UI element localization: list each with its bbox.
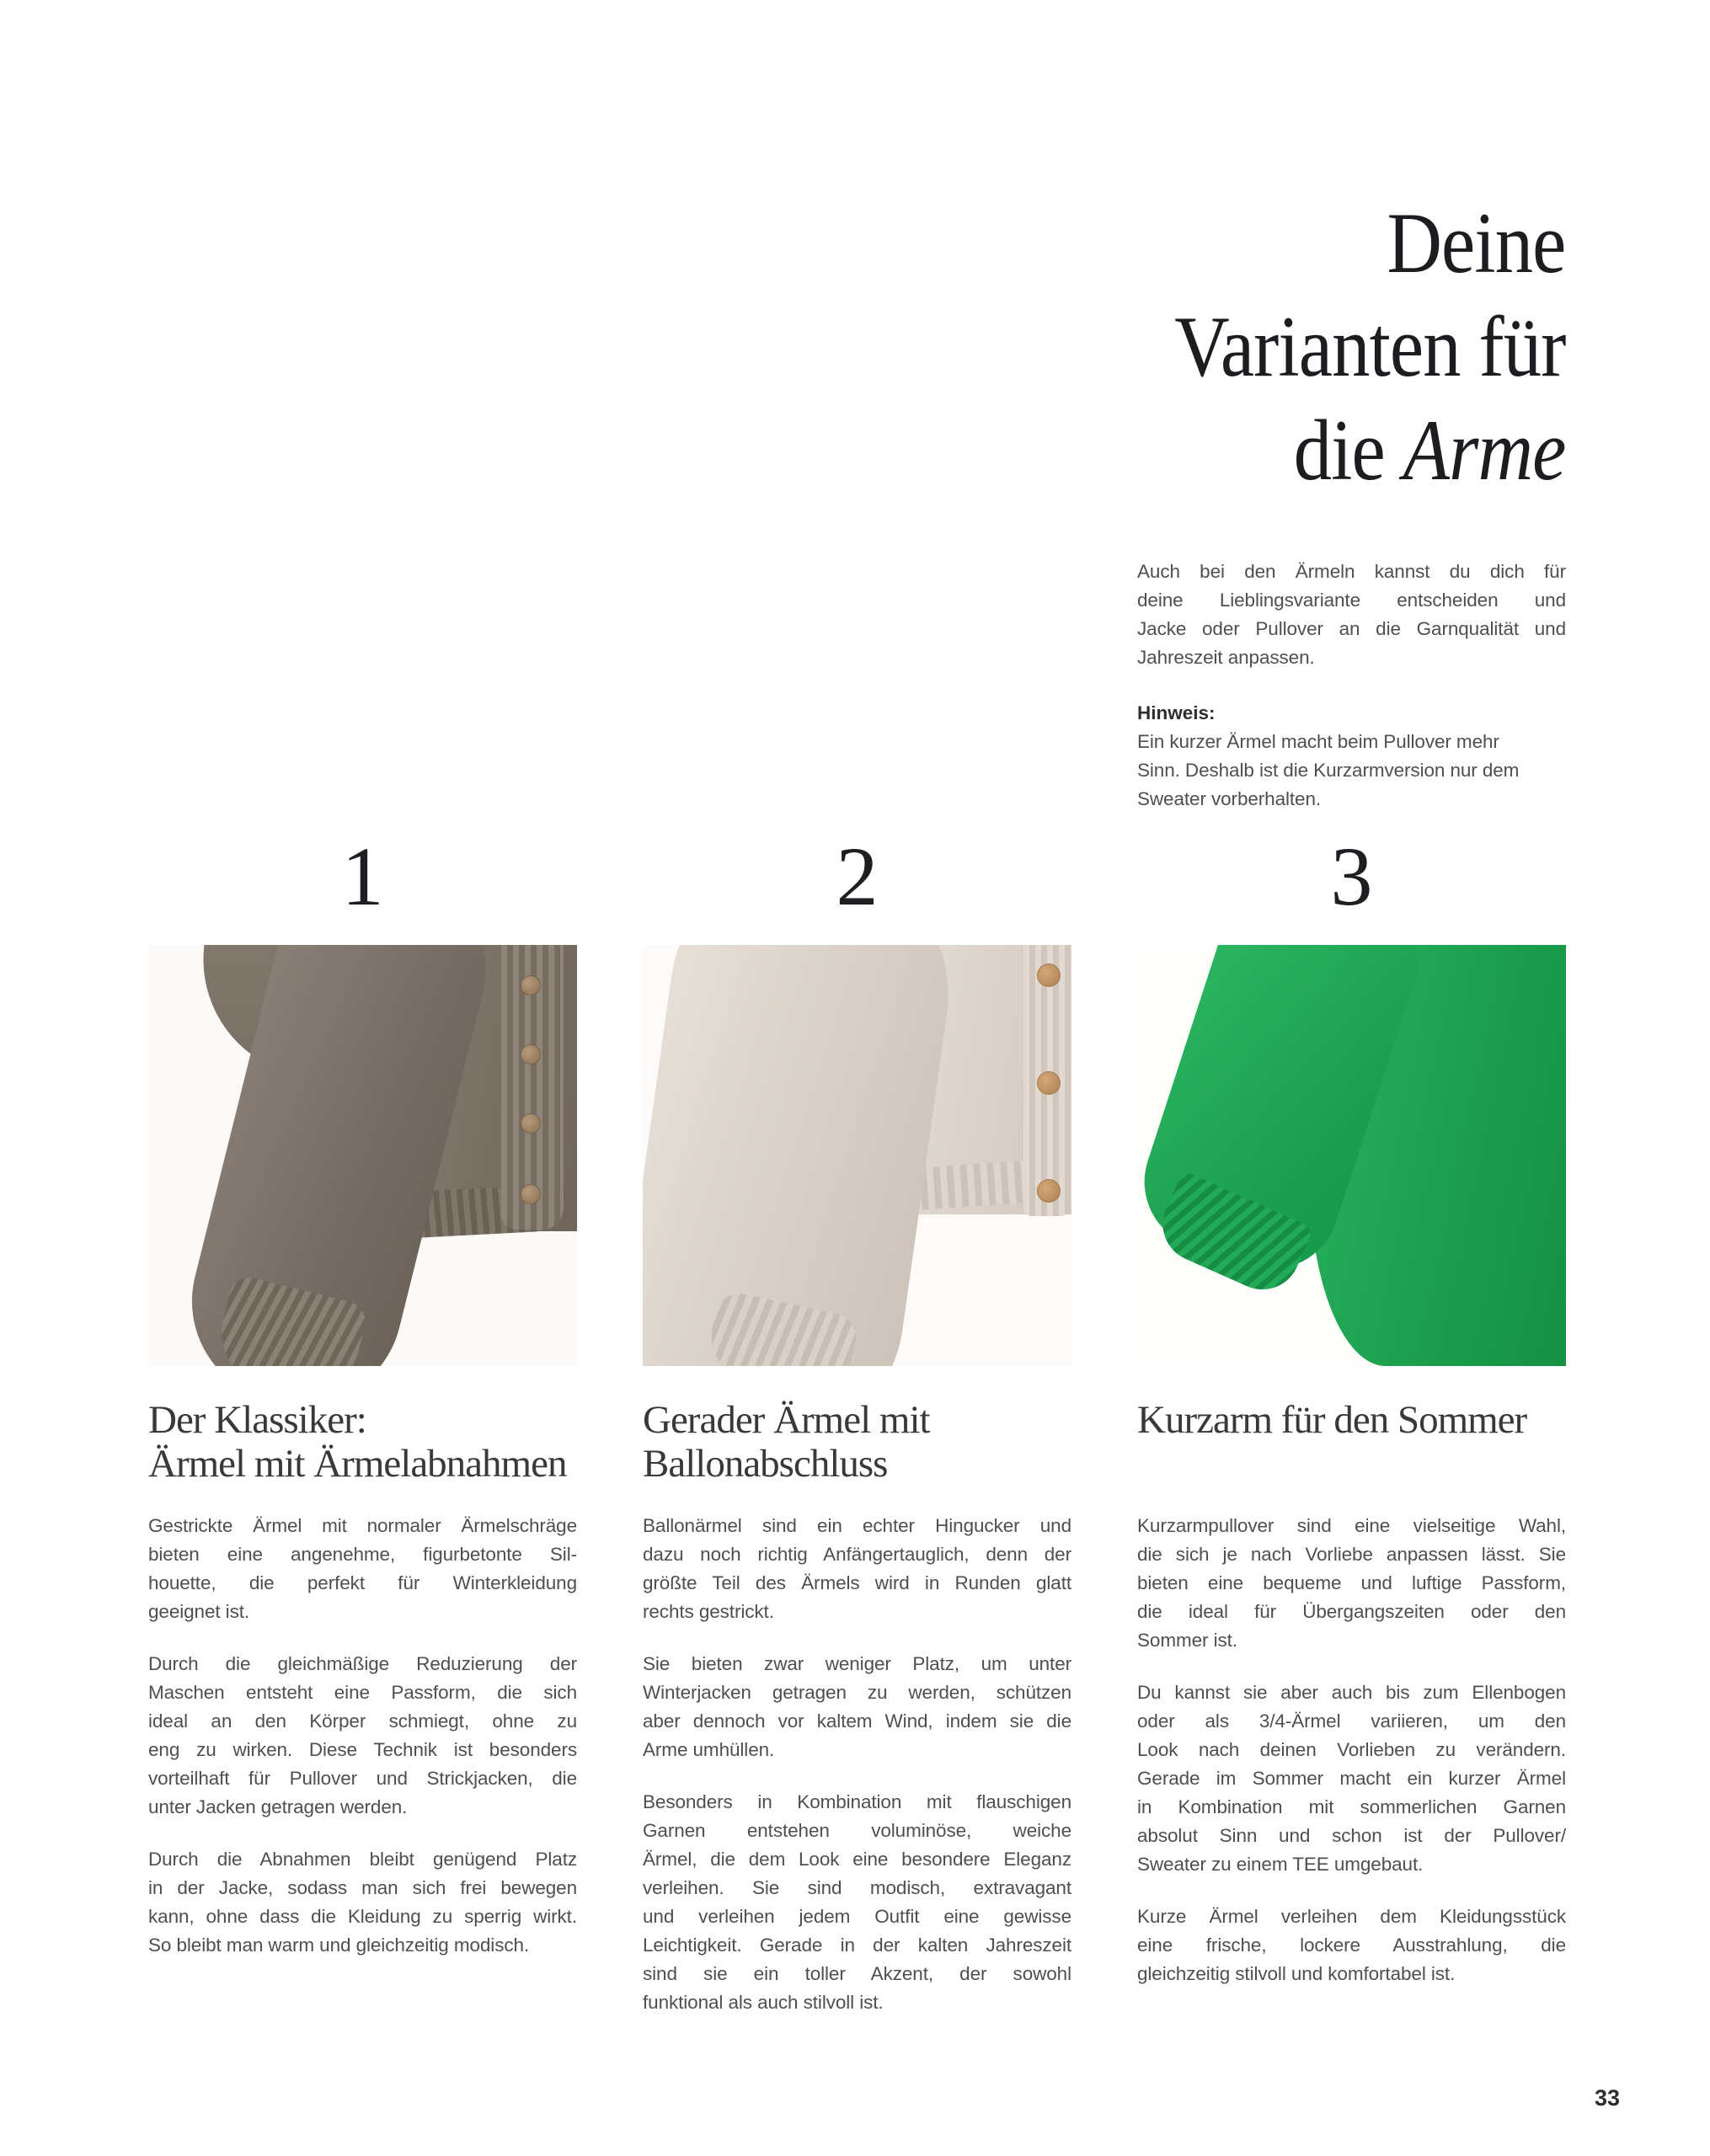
column-text-3: [1137, 1512, 1566, 2012]
note-label: Hinweis:: [1137, 702, 1216, 723]
text-line: Sie bieten zwar weniger Platz, um unter: [643, 1653, 1071, 1674]
button: [1037, 963, 1061, 987]
title-line-1: Deine: [1386, 195, 1565, 291]
button: [1037, 1071, 1061, 1095]
text-line: und verleihen jedem Outfit eine gewisse: [643, 1906, 1071, 1927]
note-line: Sweater vorberhalten.: [1137, 788, 1322, 809]
heading-line: Der Klassiker:: [148, 1398, 366, 1442]
note-line: Ein kurzer Ärmel macht beim Pullover mehr: [1137, 731, 1499, 752]
text-line: Garnen entstehen voluminöse, weiche: [643, 1820, 1071, 1841]
text-line: unter Jacken getragen werden.: [148, 1796, 408, 1817]
text-line: aber dennoch vor kaltem Wind, indem sie die: [643, 1710, 1071, 1732]
note-line: Sinn. Deshalb ist die Kurzarmversion nur dem: [1137, 760, 1520, 781]
intro-paragraph: [1137, 558, 1566, 672]
paragraph: [148, 1845, 577, 1960]
text-line: rechts gestrickt.: [643, 1601, 774, 1622]
text-line: dazu noch richtig Anfängertauglich, denn der: [643, 1544, 1071, 1565]
intro-line: Auch bei den Ärmeln kannst du dich für: [1137, 561, 1566, 582]
text-line: in Kombination mit sommerlichen Garnen: [1137, 1796, 1566, 1817]
intro-line: Jahreszeit anpassen.: [1137, 647, 1315, 668]
text-line: Du kannst sie aber auch bis zum Ellenbogen: [1137, 1682, 1566, 1703]
text-line: geeignet ist.: [148, 1601, 250, 1622]
title-line-3-italic: Arme: [1403, 403, 1565, 499]
photo-cream-cardigan: [643, 945, 1071, 1366]
intro-line: deine Lieblingsvariante entscheiden und: [1137, 590, 1566, 611]
photo-brown-cardigan: [148, 945, 577, 1366]
text-line: die sich je nach Vorliebe anpassen lässt. Sie: [1137, 1544, 1566, 1565]
text-line: Gerade im Sommer macht ein kurzer Ärmel: [1137, 1768, 1566, 1789]
button: [521, 975, 541, 995]
text-line: bieten eine angenehme, figurbetonte Sil-: [148, 1544, 577, 1565]
page-title: [1174, 192, 1565, 503]
heading-line: Ärmel mit Ärmelabnahmen: [148, 1442, 567, 1486]
paragraph: [643, 1512, 1071, 1626]
paragraph: [148, 1650, 577, 1822]
text-line: Gestrickte Ärmel mit normaler Ärmelschräge: [148, 1515, 577, 1536]
photo-green-tee: [1137, 945, 1566, 1366]
text-line: funktional als auch stilvoll ist.: [643, 1992, 884, 2013]
button: [1037, 1179, 1061, 1203]
text-line: größte Teil des Ärmels wird in Runden glatt: [643, 1572, 1071, 1593]
text-line: die ideal für Übergangszeiten oder den: [1137, 1601, 1566, 1622]
text-line: in der Jacke, sodass man sich frei bewegen: [148, 1877, 577, 1898]
text-line: eng zu wirken. Diese Technik ist besonders: [148, 1739, 577, 1760]
text-line: eine frische, lockere Ausstrahlung, die: [1137, 1935, 1566, 1956]
column-heading-1: [148, 1398, 577, 1486]
text-line: Ärmel, die dem Look eine besondere Eleganz: [643, 1849, 1071, 1870]
paragraph: [1137, 1512, 1566, 1655]
button: [521, 1184, 541, 1204]
section-number-1: 1: [341, 830, 384, 923]
title-line-2: Varianten für: [1173, 299, 1565, 395]
intro-line: Jacke oder Pullover an die Garnqualität und: [1137, 618, 1566, 639]
page-number: 33: [1595, 2085, 1621, 2111]
text-line: Besonders in Kombination mit flauschigen: [643, 1791, 1071, 1812]
column-text-1: [148, 1512, 577, 1983]
text-line: Ballonärmel sind ein echter Hingucker und: [643, 1515, 1071, 1536]
paragraph: [643, 1650, 1071, 1764]
text-line: ideal an den Körper schmiegt, ohne zu: [148, 1710, 577, 1732]
text-line: absolut Sinn und schon ist der Pullover/: [1137, 1825, 1566, 1846]
paragraph: [148, 1512, 577, 1626]
heading-line: Ballonabschluss: [643, 1442, 888, 1486]
heading-line: Kurzarm für den Sommer: [1137, 1398, 1527, 1442]
text-line: gleichzeitig stilvoll und komfortabel ist.: [1137, 1963, 1456, 1984]
paragraph: [1137, 1903, 1566, 1988]
text-line: Kurze Ärmel verleihen dem Kleidungsstück: [1137, 1906, 1566, 1927]
paragraph: [643, 1788, 1071, 2017]
text-line: Leichtigkeit. Gerade in der kalten Jahreszeit: [643, 1935, 1071, 1956]
section-number-2: 2: [836, 830, 879, 923]
text-line: kann, ohne dass die Kleidung zu sperrig wirkt.: [148, 1906, 577, 1927]
note-block: [1137, 699, 1566, 814]
column-heading-2: [643, 1398, 1071, 1486]
title-line-3-regular: die: [1293, 403, 1403, 499]
text-line: Kurzarmpullover sind eine vielseitige Wahl,: [1137, 1515, 1566, 1536]
title-line-3: [1174, 399, 1565, 503]
text-line: bieten eine bequeme und luftige Passform,: [1137, 1572, 1566, 1593]
text-line: Durch die gleichmäßige Reduzierung der: [148, 1653, 577, 1674]
column-text-2: [643, 1512, 1071, 2041]
text-line: Durch die Abnahmen bleibt genügend Platz: [148, 1849, 577, 1870]
button: [521, 1044, 541, 1065]
text-line: verleihen. Sie sind modisch, extravagant: [643, 1877, 1071, 1898]
text-line: Arme umhüllen.: [643, 1739, 775, 1760]
text-line: oder als 3/4-Ärmel variieren, um den: [1137, 1710, 1566, 1732]
text-line: Look nach deinen Vorlieben zu verändern.: [1137, 1739, 1566, 1760]
heading-line: Gerader Ärmel mit: [643, 1398, 930, 1442]
text-line: vorteilhaft für Pullover und Strickjacken, die: [148, 1768, 577, 1789]
paragraph: [1137, 1678, 1566, 1879]
text-line: sind sie ein toller Akzent, der sowohl: [643, 1963, 1071, 1984]
text-line: Winterjacken getragen zu werden, schützen: [643, 1682, 1071, 1703]
text-line: Sommer ist.: [1137, 1630, 1237, 1651]
text-line: Sweater zu einem TEE umgebaut.: [1137, 1854, 1424, 1875]
column-heading-3: [1137, 1398, 1566, 1442]
section-number-3: 3: [1330, 830, 1373, 923]
text-line: houette, die perfekt für Winterkleidung: [148, 1572, 577, 1593]
balloon-sleeve: [643, 945, 965, 1366]
text-line: Maschen entsteht eine Passform, die sich: [148, 1682, 577, 1703]
button: [521, 1113, 541, 1134]
text-line: So bleibt man warm und gleichzeitig modisch.: [148, 1935, 530, 1956]
